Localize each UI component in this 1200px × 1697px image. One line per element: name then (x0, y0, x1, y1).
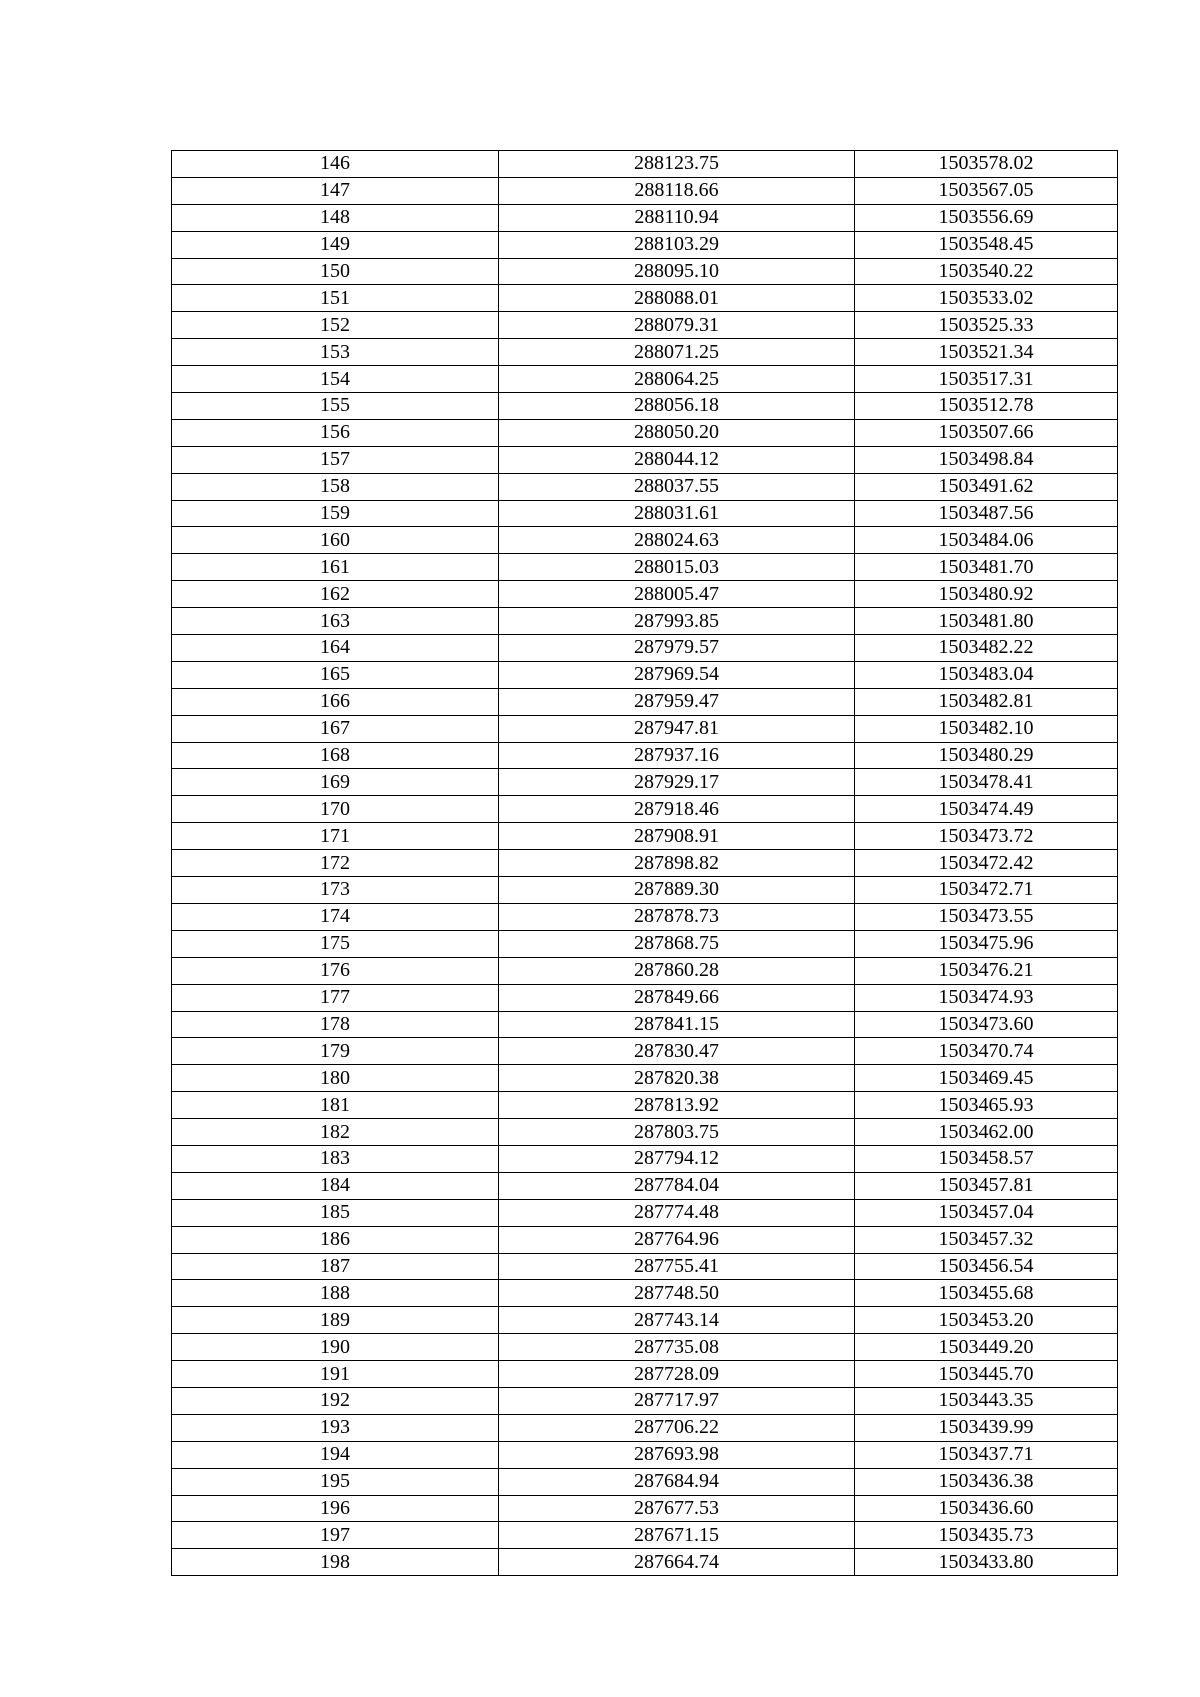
table-row (172, 903, 1118, 930)
y-coordinate-cell: 1503482.81 (855, 688, 1118, 715)
table-row (172, 1495, 1118, 1522)
y-coordinate-cell: 1503458.57 (855, 1145, 1118, 1172)
y-coordinate-cell: 1503472.42 (855, 850, 1118, 877)
x-coordinate-cell: 287841.15 (499, 1011, 855, 1038)
x-coordinate-cell: 287677.53 (499, 1495, 855, 1522)
table-row (172, 984, 1118, 1011)
x-coordinate-cell: 287908.91 (499, 823, 855, 850)
point-number-cell: 163 (172, 608, 499, 635)
table-row (172, 1226, 1118, 1253)
x-coordinate-cell: 287979.57 (499, 635, 855, 662)
point-number-cell: 158 (172, 473, 499, 500)
x-coordinate-cell: 287784.04 (499, 1172, 855, 1199)
table-row (172, 1387, 1118, 1414)
x-coordinate-cell: 287803.75 (499, 1119, 855, 1146)
x-coordinate-cell: 287969.54 (499, 661, 855, 688)
x-coordinate-cell: 287898.82 (499, 850, 855, 877)
x-coordinate-cell: 288103.29 (499, 231, 855, 258)
point-number-cell: 155 (172, 393, 499, 420)
point-number-cell: 168 (172, 742, 499, 769)
y-coordinate-cell: 1503478.41 (855, 769, 1118, 796)
point-number-cell: 179 (172, 1038, 499, 1065)
point-number-cell: 186 (172, 1226, 499, 1253)
x-coordinate-cell: 288031.61 (499, 500, 855, 527)
y-coordinate-cell: 1503481.70 (855, 554, 1118, 581)
coordinate-table-body (172, 151, 1118, 1576)
table-row (172, 581, 1118, 608)
point-number-cell: 181 (172, 1092, 499, 1119)
x-coordinate-cell: 288071.25 (499, 339, 855, 366)
table-row (172, 446, 1118, 473)
y-coordinate-cell: 1503474.93 (855, 984, 1118, 1011)
table-row (172, 850, 1118, 877)
table-row (172, 554, 1118, 581)
y-coordinate-cell: 1503474.49 (855, 796, 1118, 823)
point-number-cell: 190 (172, 1334, 499, 1361)
table-row (172, 1307, 1118, 1334)
x-coordinate-cell: 287684.94 (499, 1468, 855, 1495)
y-coordinate-cell: 1503487.56 (855, 500, 1118, 527)
x-coordinate-cell: 287774.48 (499, 1199, 855, 1226)
x-coordinate-cell: 287794.12 (499, 1145, 855, 1172)
table-row (172, 1414, 1118, 1441)
y-coordinate-cell: 1503482.22 (855, 635, 1118, 662)
point-number-cell: 161 (172, 554, 499, 581)
x-coordinate-cell: 287748.50 (499, 1280, 855, 1307)
table-row (172, 1468, 1118, 1495)
point-number-cell: 150 (172, 258, 499, 285)
table-row (172, 312, 1118, 339)
x-coordinate-cell: 288037.55 (499, 473, 855, 500)
x-coordinate-cell: 288064.25 (499, 366, 855, 393)
y-coordinate-cell: 1503548.45 (855, 231, 1118, 258)
table-row (172, 151, 1118, 178)
point-number-cell: 182 (172, 1119, 499, 1146)
point-number-cell: 184 (172, 1172, 499, 1199)
x-coordinate-cell: 287706.22 (499, 1414, 855, 1441)
y-coordinate-cell: 1503491.62 (855, 473, 1118, 500)
y-coordinate-cell: 1503540.22 (855, 258, 1118, 285)
y-coordinate-cell: 1503512.78 (855, 393, 1118, 420)
x-coordinate-cell: 287735.08 (499, 1334, 855, 1361)
y-coordinate-cell: 1503473.72 (855, 823, 1118, 850)
table-row (172, 742, 1118, 769)
point-number-cell: 194 (172, 1441, 499, 1468)
table-row (172, 1172, 1118, 1199)
y-coordinate-cell: 1503567.05 (855, 177, 1118, 204)
y-coordinate-cell: 1503473.55 (855, 903, 1118, 930)
y-coordinate-cell: 1503457.81 (855, 1172, 1118, 1199)
x-coordinate-cell: 288095.10 (499, 258, 855, 285)
y-coordinate-cell: 1503473.60 (855, 1011, 1118, 1038)
table-row (172, 231, 1118, 258)
y-coordinate-cell: 1503465.93 (855, 1092, 1118, 1119)
x-coordinate-cell: 287664.74 (499, 1549, 855, 1576)
x-coordinate-cell: 287820.38 (499, 1065, 855, 1092)
table-row (172, 1549, 1118, 1576)
x-coordinate-cell: 287929.17 (499, 769, 855, 796)
point-number-cell: 151 (172, 285, 499, 312)
point-number-cell: 156 (172, 419, 499, 446)
y-coordinate-cell: 1503556.69 (855, 204, 1118, 231)
y-coordinate-cell: 1503525.33 (855, 312, 1118, 339)
y-coordinate-cell: 1503437.71 (855, 1441, 1118, 1468)
y-coordinate-cell: 1503533.02 (855, 285, 1118, 312)
table-row (172, 258, 1118, 285)
x-coordinate-cell: 288056.18 (499, 393, 855, 420)
x-coordinate-cell: 287743.14 (499, 1307, 855, 1334)
table-row (172, 930, 1118, 957)
y-coordinate-cell: 1503507.66 (855, 419, 1118, 446)
point-number-cell: 180 (172, 1065, 499, 1092)
table-row (172, 635, 1118, 662)
y-coordinate-cell: 1503472.71 (855, 877, 1118, 904)
point-number-cell: 147 (172, 177, 499, 204)
x-coordinate-cell: 287849.66 (499, 984, 855, 1011)
y-coordinate-cell: 1503457.32 (855, 1226, 1118, 1253)
table-row (172, 608, 1118, 635)
table-row (172, 1522, 1118, 1549)
y-coordinate-cell: 1503462.00 (855, 1119, 1118, 1146)
point-number-cell: 171 (172, 823, 499, 850)
y-coordinate-cell: 1503480.92 (855, 581, 1118, 608)
table-row (172, 285, 1118, 312)
x-coordinate-cell: 287918.46 (499, 796, 855, 823)
point-number-cell: 195 (172, 1468, 499, 1495)
x-coordinate-cell: 288005.47 (499, 581, 855, 608)
table-row (172, 1119, 1118, 1146)
table-row (172, 1441, 1118, 1468)
y-coordinate-cell: 1503443.35 (855, 1387, 1118, 1414)
x-coordinate-cell: 288024.63 (499, 527, 855, 554)
x-coordinate-cell: 287671.15 (499, 1522, 855, 1549)
table-row (172, 1011, 1118, 1038)
y-coordinate-cell: 1503436.60 (855, 1495, 1118, 1522)
point-number-cell: 183 (172, 1145, 499, 1172)
x-coordinate-cell: 287868.75 (499, 930, 855, 957)
x-coordinate-cell: 288123.75 (499, 151, 855, 178)
x-coordinate-cell: 288050.20 (499, 419, 855, 446)
x-coordinate-cell: 287878.73 (499, 903, 855, 930)
point-number-cell: 198 (172, 1549, 499, 1576)
point-number-cell: 166 (172, 688, 499, 715)
table-row (172, 393, 1118, 420)
point-number-cell: 192 (172, 1387, 499, 1414)
y-coordinate-cell: 1503456.54 (855, 1253, 1118, 1280)
y-coordinate-cell: 1503445.70 (855, 1361, 1118, 1388)
table-row (172, 1361, 1118, 1388)
x-coordinate-cell: 287889.30 (499, 877, 855, 904)
y-coordinate-cell: 1503435.73 (855, 1522, 1118, 1549)
x-coordinate-cell: 288044.12 (499, 446, 855, 473)
table-row (172, 366, 1118, 393)
point-number-cell: 149 (172, 231, 499, 258)
point-number-cell: 165 (172, 661, 499, 688)
table-row (172, 473, 1118, 500)
y-coordinate-cell: 1503455.68 (855, 1280, 1118, 1307)
x-coordinate-cell: 287830.47 (499, 1038, 855, 1065)
y-coordinate-cell: 1503453.20 (855, 1307, 1118, 1334)
y-coordinate-cell: 1503433.80 (855, 1549, 1118, 1576)
table-row (172, 1280, 1118, 1307)
table-row (172, 500, 1118, 527)
y-coordinate-cell: 1503521.34 (855, 339, 1118, 366)
coordinate-table (171, 150, 1118, 1576)
point-number-cell: 175 (172, 930, 499, 957)
point-number-cell: 174 (172, 903, 499, 930)
x-coordinate-cell: 287755.41 (499, 1253, 855, 1280)
table-row (172, 823, 1118, 850)
y-coordinate-cell: 1503439.99 (855, 1414, 1118, 1441)
y-coordinate-cell: 1503498.84 (855, 446, 1118, 473)
x-coordinate-cell: 287717.97 (499, 1387, 855, 1414)
y-coordinate-cell: 1503481.80 (855, 608, 1118, 635)
table-row (172, 177, 1118, 204)
y-coordinate-cell: 1503483.04 (855, 661, 1118, 688)
table-row (172, 419, 1118, 446)
table-row (172, 1334, 1118, 1361)
point-number-cell: 188 (172, 1280, 499, 1307)
point-number-cell: 164 (172, 635, 499, 662)
point-number-cell: 157 (172, 446, 499, 473)
point-number-cell: 160 (172, 527, 499, 554)
y-coordinate-cell: 1503469.45 (855, 1065, 1118, 1092)
x-coordinate-cell: 288079.31 (499, 312, 855, 339)
x-coordinate-cell: 287693.98 (499, 1441, 855, 1468)
table-row (172, 769, 1118, 796)
table-row (172, 527, 1118, 554)
x-coordinate-cell: 288110.94 (499, 204, 855, 231)
table-row (172, 1065, 1118, 1092)
table-row (172, 796, 1118, 823)
table-row (172, 957, 1118, 984)
table-row (172, 1199, 1118, 1226)
y-coordinate-cell: 1503517.31 (855, 366, 1118, 393)
table-row (172, 1092, 1118, 1119)
point-number-cell: 172 (172, 850, 499, 877)
point-number-cell: 185 (172, 1199, 499, 1226)
y-coordinate-cell: 1503470.74 (855, 1038, 1118, 1065)
x-coordinate-cell: 288088.01 (499, 285, 855, 312)
x-coordinate-cell: 287764.96 (499, 1226, 855, 1253)
table-row (172, 661, 1118, 688)
x-coordinate-cell: 287993.85 (499, 608, 855, 635)
point-number-cell: 177 (172, 984, 499, 1011)
x-coordinate-cell: 287959.47 (499, 688, 855, 715)
table-row (172, 877, 1118, 904)
point-number-cell: 148 (172, 204, 499, 231)
point-number-cell: 162 (172, 581, 499, 608)
table-row (172, 339, 1118, 366)
point-number-cell: 152 (172, 312, 499, 339)
point-number-cell: 170 (172, 796, 499, 823)
table-row (172, 688, 1118, 715)
x-coordinate-cell: 288015.03 (499, 554, 855, 581)
y-coordinate-cell: 1503436.38 (855, 1468, 1118, 1495)
y-coordinate-cell: 1503480.29 (855, 742, 1118, 769)
point-number-cell: 197 (172, 1522, 499, 1549)
point-number-cell: 173 (172, 877, 499, 904)
point-number-cell: 159 (172, 500, 499, 527)
y-coordinate-cell: 1503457.04 (855, 1199, 1118, 1226)
table-row (172, 1145, 1118, 1172)
table-row (172, 715, 1118, 742)
point-number-cell: 187 (172, 1253, 499, 1280)
table-row (172, 204, 1118, 231)
table-row (172, 1253, 1118, 1280)
x-coordinate-cell: 287813.92 (499, 1092, 855, 1119)
y-coordinate-cell: 1503578.02 (855, 151, 1118, 178)
point-number-cell: 146 (172, 151, 499, 178)
x-coordinate-cell: 287860.28 (499, 957, 855, 984)
x-coordinate-cell: 288118.66 (499, 177, 855, 204)
point-number-cell: 167 (172, 715, 499, 742)
coordinate-table-page (171, 150, 1117, 1576)
table-row (172, 1038, 1118, 1065)
x-coordinate-cell: 287947.81 (499, 715, 855, 742)
point-number-cell: 154 (172, 366, 499, 393)
y-coordinate-cell: 1503482.10 (855, 715, 1118, 742)
x-coordinate-cell: 287728.09 (499, 1361, 855, 1388)
y-coordinate-cell: 1503484.06 (855, 527, 1118, 554)
point-number-cell: 178 (172, 1011, 499, 1038)
point-number-cell: 189 (172, 1307, 499, 1334)
point-number-cell: 196 (172, 1495, 499, 1522)
y-coordinate-cell: 1503476.21 (855, 957, 1118, 984)
point-number-cell: 193 (172, 1414, 499, 1441)
point-number-cell: 176 (172, 957, 499, 984)
point-number-cell: 153 (172, 339, 499, 366)
y-coordinate-cell: 1503475.96 (855, 930, 1118, 957)
y-coordinate-cell: 1503449.20 (855, 1334, 1118, 1361)
point-number-cell: 191 (172, 1361, 499, 1388)
x-coordinate-cell: 287937.16 (499, 742, 855, 769)
point-number-cell: 169 (172, 769, 499, 796)
